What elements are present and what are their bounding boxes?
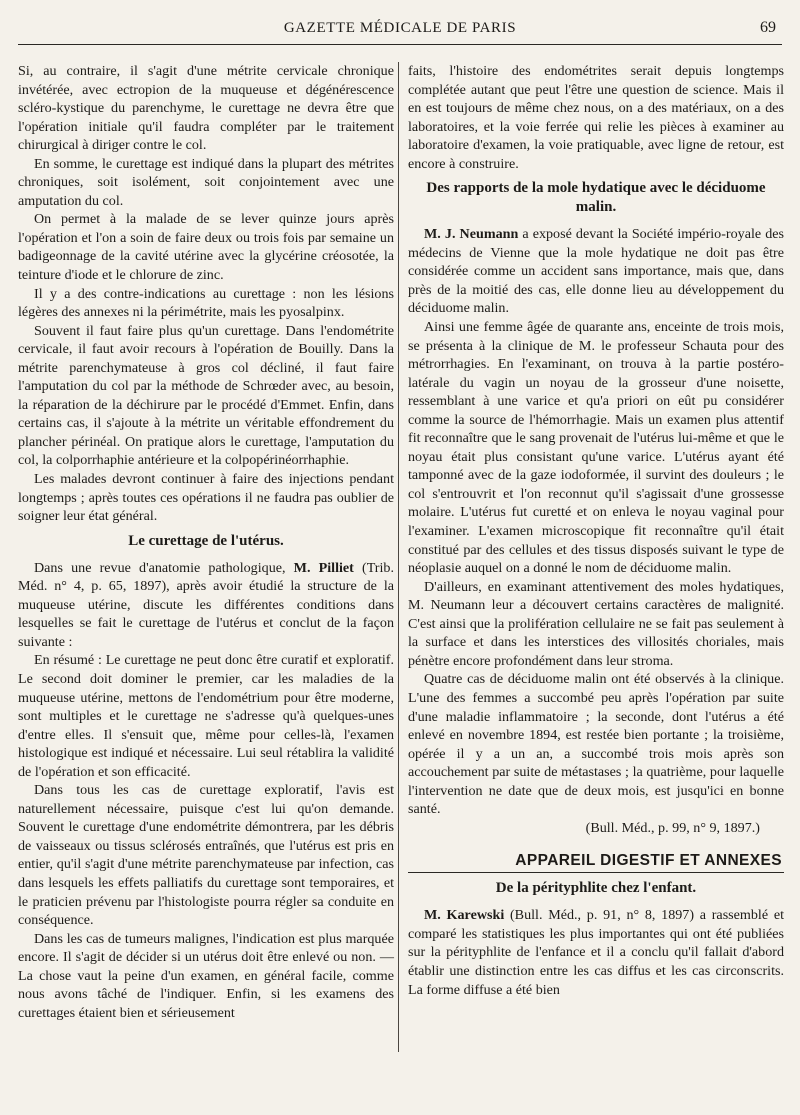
intro-pre: Dans une revue d'anatomie pathologique, — [34, 559, 294, 576]
left-column — [18, 62, 394, 1022]
paragraph: En résumé : Le curettage ne peut donc être curatif et exploratif. Le second doit dominer le premier, car les maladies de la muqueuse utérine, mettons de l'endométrium pour être moderne, sont multiples et le curettage ne s'adresse qu'à quelques-unes d'entre elles. Il s'ensuit que, même pour celles-là, l'examen histologique est indiqué et nécessaire. Lui seul rétablira la validité de l'opération et son efficacité. — [18, 652, 394, 780]
section-heading: Des rapports de la mole hydatique avec le déciduome malin. — [426, 180, 766, 216]
page-number: 69 — [760, 19, 776, 36]
author-name: M. Karewski — [424, 907, 505, 924]
paragraph: faits, l'histoire des endométrites serait depuis longtemps complétée autant que peut l'être une question de science. Mais il en est toujours de même chez nous, on a des matériaux, on a des laboratoires, et la voie ferrée qui relie les pièces à examiner au laboratoire d'examen, la voie pratiquable, avec ligne de retour, est encore à construire. — [408, 63, 784, 172]
paragraph: En somme, le curettage est indiqué dans la plupart des métrites chroniques, soit isolément, soit conjointement avec une amputation du col. — [18, 155, 394, 209]
author-name: M. Pilliet — [293, 559, 354, 576]
paragraph: Dans les cas de tumeurs malignes, l'indication est plus marquée encore. Il s'agit de décider si un utérus doit être enlevé ou non. — La chose vaut la peine d'un examen, en général facile, comme nous avons tâché de l'indiquer. Enfin, si les examens des curettages étaient bien et sérieusement — [18, 930, 394, 1021]
paragraph: Si, au contraire, il s'agit d'une métrite cervicale chronique invétérée, avec ectropion de la muqueuse et dégénérescence scléro-kystique du parenchyme, le curettage ne devra être que l'opération initiale qu'il faudra compléter par le traitement chirurgical à diriger contre le col. — [18, 63, 394, 154]
section-intro — [408, 906, 784, 999]
section-intro — [408, 225, 784, 318]
page-header — [18, 14, 782, 45]
intro-text: a exposé devant la Société império-royale des médecins de Vienne que la mole hydatique ne doit pas être considérée comme un accident sans importance, mais que, dans près de la moitié des cas, elle donne lieu au développement du déciduome malin. — [408, 226, 784, 317]
journal-title: GAZETTE MÉDICALE DE PARIS — [283, 20, 517, 36]
section-heading: Le curettage de l'utérus. — [128, 532, 284, 549]
paragraph: Quatre cas de déciduome malin ont été observés à la clinique. L'une des femmes a succombé peu après l'opération par suite d'une maladie inflammatoire ; la seconde, dont l'utérus a été enlevé en novembre 1894, est restée bien portante ; la troisième, opérée il y a un an, a succombé trois mois après son accouchement par suite de métastases ; la quatrième, pour laquelle l'intervention ne date que de deux mois, est jusqu'ici en bonne santé. — [408, 671, 784, 818]
paragraph: Dans tous les cas de curettage exploratif, l'avis est naturellement nécessaire, puisque c'est lui qu'on demande. Souvent le curettage d'une endométrite démontrera, par les débris de vaisseaux ou tissus sclérosés entraînés, que l'utérus est pris en entier, qu'il s'agit d'une métrite parenchymateuse par infection, cas dans lesquels les effets palliatifs du curettage sont temporaires, et le praticien prévenu par l'histologiste pourra régler sa conduite en conséquence. — [18, 782, 394, 929]
right-column — [408, 62, 784, 999]
intro-text: (Bull. Méd., p. 91, n° 8, 1897) a rassemblé et comparé les statistiques les plus importantes qui ont été publiées sur la pérityphlite de l'enfance et il a conclu qu'il fallait d'abord établir une distinction entre les cas diffus et les cas circonscrits. La forme diffuse a été bien — [408, 907, 784, 998]
column-divider — [398, 62, 399, 1052]
major-section-heading: APPAREIL DIGESTIF ET ANNEXES — [408, 851, 784, 873]
citation: (Bull. Méd., p. 99, n° 9, 1897.) — [585, 819, 760, 836]
subsection-heading: De la pérityphlite chez l'enfant. — [495, 880, 697, 897]
intro-post: (Trib. Méd. n° 4, p. 65, 1897), après avoir étudié la structure de la muqueuse utérine, discute les différentes conditions dans lesquelles se fait le curettage de l'utérus et conclut de la façon suivante : — [18, 559, 394, 650]
paragraph: Il y a des contre-indications au curettage : non les lésions légères des annexes ni la périmétrite, mais les pyosalpinx. — [18, 285, 394, 321]
paragraph: D'ailleurs, en examinant attentivement des moles hydatiques, M. Neumann leur a découvert certains caractères de malignité. C'est ainsi que la prolifération cellulaire ne se fait pas seulement à la surface et dans les interstices des villosités choriales, mais pénètre encore profondément dans leur stroma. — [408, 578, 784, 669]
paragraph: Ainsi une femme âgée de quarante ans, enceinte de trois mois, se présenta à la clinique de M. le professeur Schauta pour des métrorrhagies. En l'examinant, on trouva à la partie postéro-latérale du vagin un noyau de la grosseur d'une noisette, ressemblant à une varice et qu'a priori on eût pu considérer comme la source de l'hémorrhagie. Mais un examen plus attentif fit reconnaître que le sang provenait de l'utérus lui-même et que le noyau était plus consistant qu'une varice. L'utérus ayant été tamponné avec de la gaze iodoformée, il survint des douleurs ; le col s'entrouvrit et l'on reconnut qu'il s'agissait d'une grossesse molaire. L'utérus fut curetté et on enleva le noyau vaginal pour l'examiner. L'examen microscopique fit reconnaître qu'il était constitué par des cellules et des tissus disposés suivant le type de néoplasie auquel on a donné le nom de déciduome malin. — [408, 319, 784, 577]
paragraph: Les malades devront continuer à faire des injections pendant longtemps ; après toutes ces opérations il ne faudra pas oublier de soigner leur état général. — [18, 471, 394, 525]
author-name: M. J. Neumann — [424, 226, 519, 243]
paragraph: Souvent il faut faire plus qu'un curettage. Dans l'endométrite cervicale, il faut avoir recours à l'opération de Bouilly. Dans la métrite parenchymateuse à gros col décliné, il faut faire l'amputation du col par la méthode de Schrœder avec, au besoin, la réparation de la déchirure par le procédé d'Emmet. Enfin, dans certains cas, il s'ajoute à la métrite un véritable effondrement du plancher périnéal. On pratique alors le curettage, l'amputation du col, la colporrhaphie antérieure et la colpopérinéorrhaphie. — [18, 322, 394, 469]
paragraph: On permet à la malade de se lever quinze jours après l'opération et l'on a soin de faire deux ou trois fois par semaine un badigeonnage de la cavité utérine avec la glycérine créosotée, la teinture d'iode et le chlorure de zinc. — [18, 211, 394, 284]
section-intro — [18, 559, 394, 652]
